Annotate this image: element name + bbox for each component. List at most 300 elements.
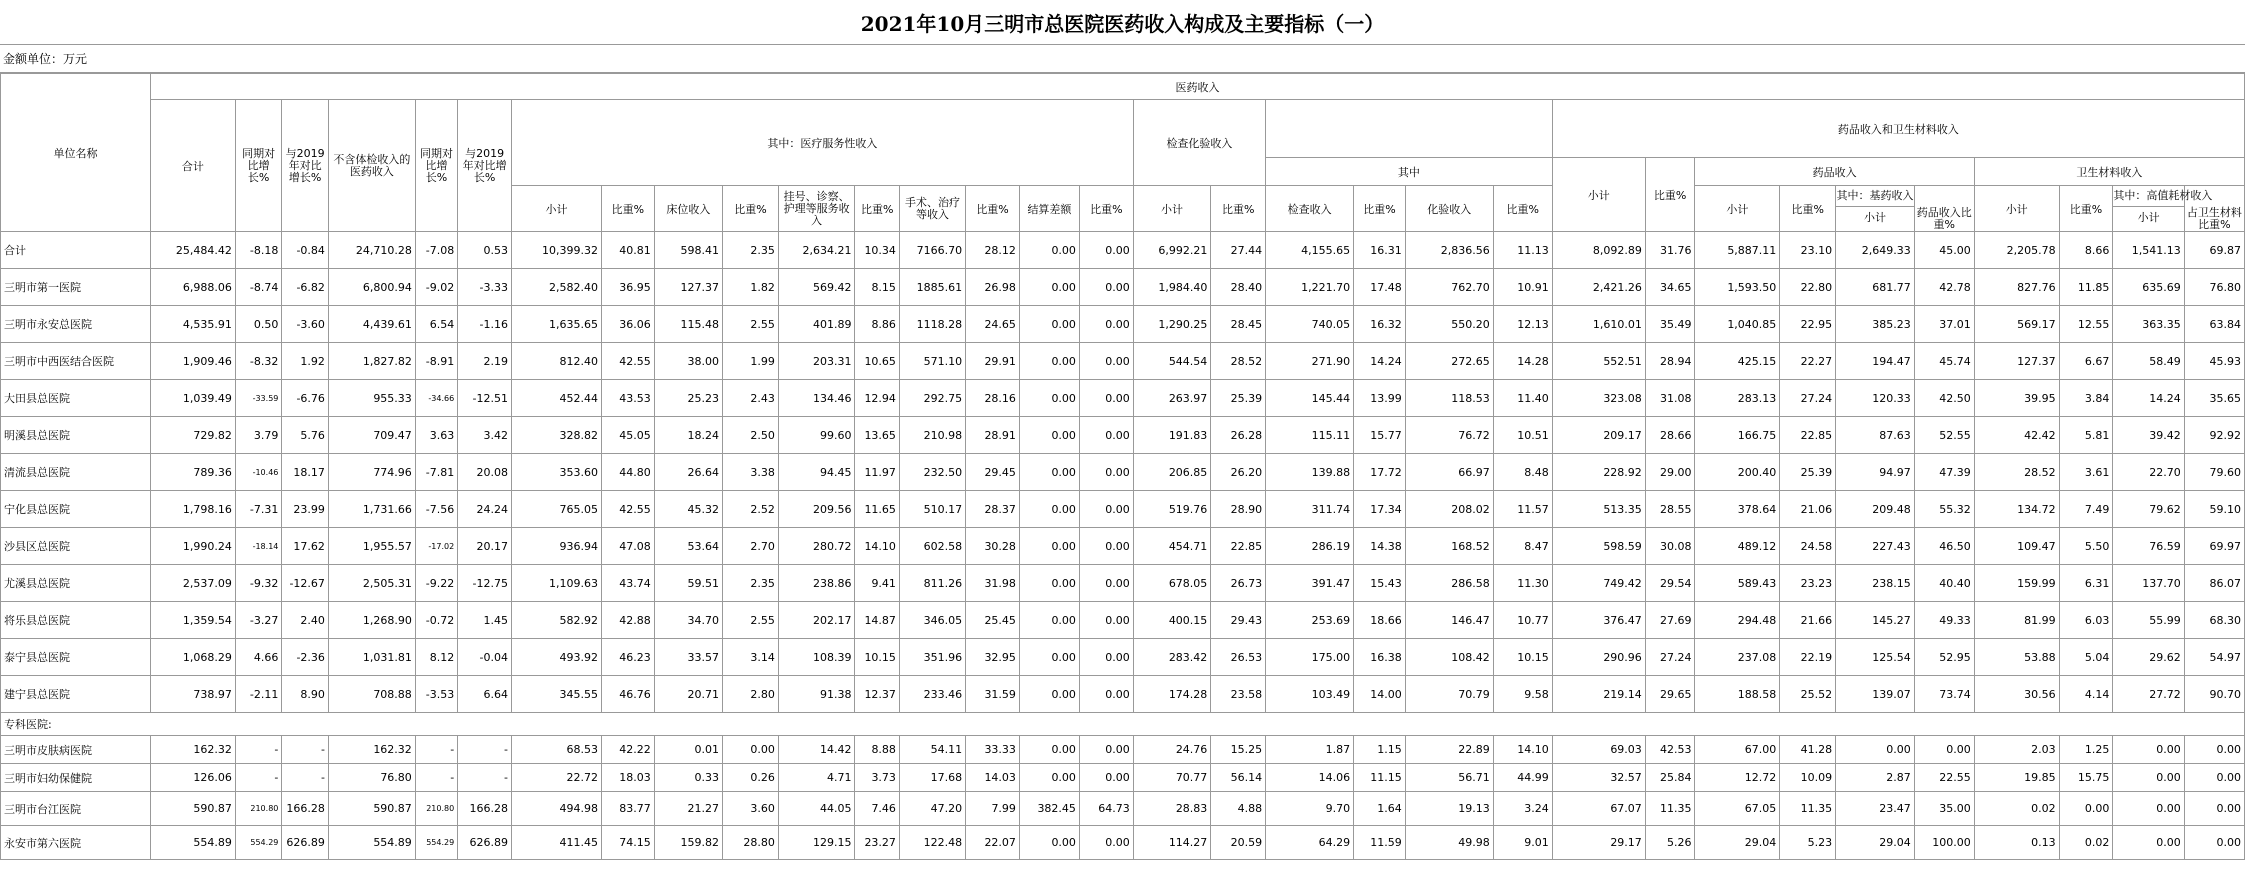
data-cell: - <box>282 736 329 764</box>
data-cell: 571.10 <box>899 343 965 380</box>
data-cell: 188.58 <box>1695 676 1780 713</box>
data-cell: 283.42 <box>1133 639 1211 676</box>
data-cell: 38.00 <box>654 343 722 380</box>
data-cell: 68.30 <box>2184 602 2244 639</box>
data-cell: -18.14 <box>235 528 282 565</box>
data-cell: 74.15 <box>602 826 655 860</box>
data-cell: 49.33 <box>1914 602 1974 639</box>
unit-row <box>0 45 2245 73</box>
section-label: 专科医院: <box>1 713 2245 736</box>
data-cell: 5,887.11 <box>1695 232 1780 269</box>
data-cell: 8.48 <box>1493 454 1552 491</box>
data-cell: 44.80 <box>602 454 655 491</box>
data-cell: 56.71 <box>1405 764 1493 792</box>
data-cell: 16.38 <box>1354 639 1406 676</box>
header-bed-income: 床位收入 <box>654 186 722 232</box>
data-cell: 52.55 <box>1914 417 1974 454</box>
data-cell: 22.85 <box>1780 417 1836 454</box>
data-cell: 14.38 <box>1354 528 1406 565</box>
table-row <box>1 491 2245 528</box>
data-cell: 39.42 <box>2113 417 2184 454</box>
data-cell: 70.77 <box>1133 764 1211 792</box>
data-cell: 12.13 <box>1493 306 1552 343</box>
row-name-cell: 三明市永安总医院 <box>1 306 151 343</box>
header-drug-ratio: 比重% <box>1780 186 1836 232</box>
data-cell: 47.08 <box>602 528 655 565</box>
data-cell: 210.80 <box>235 792 282 826</box>
data-cell: 22.27 <box>1780 343 1836 380</box>
data-cell: 22.70 <box>2113 454 2184 491</box>
data-cell: 45.00 <box>1914 232 1974 269</box>
data-cell: 22.19 <box>1780 639 1836 676</box>
data-cell: 29.54 <box>1645 565 1695 602</box>
data-cell: 2.43 <box>723 380 779 417</box>
income-table <box>0 73 2245 860</box>
data-cell: 64.29 <box>1266 826 1354 860</box>
data-cell: 26.64 <box>654 454 722 491</box>
data-cell: 11.40 <box>1493 380 1552 417</box>
header-check-ratio: 比重% <box>1354 186 1406 232</box>
data-cell: 681.77 <box>1836 269 1915 306</box>
data-cell: 53.64 <box>654 528 722 565</box>
data-cell: 69.03 <box>1552 736 1645 764</box>
data-cell: 1,990.24 <box>151 528 236 565</box>
data-cell: 0.00 <box>1019 639 1079 676</box>
data-cell: 28.52 <box>1211 343 1266 380</box>
data-cell: 29.45 <box>966 454 1020 491</box>
data-cell: 729.82 <box>151 417 236 454</box>
data-cell: 28.55 <box>1645 491 1695 528</box>
data-cell: 10.77 <box>1493 602 1552 639</box>
data-cell: 42.22 <box>602 736 655 764</box>
data-cell: 0.50 <box>235 306 282 343</box>
data-cell: 30.56 <box>1974 676 2059 713</box>
data-cell: 0.00 <box>1079 380 1133 417</box>
data-cell: 73.74 <box>1914 676 1974 713</box>
title-row <box>0 0 2245 45</box>
table-row <box>1 528 2245 565</box>
data-cell: -10.46 <box>235 454 282 491</box>
data-cell: 18.66 <box>1354 602 1406 639</box>
data-cell: 1.99 <box>723 343 779 380</box>
data-cell: 108.42 <box>1405 639 1493 676</box>
data-cell: 166.75 <box>1695 417 1780 454</box>
data-cell: 1,109.63 <box>512 565 602 602</box>
data-cell: 118.53 <box>1405 380 1493 417</box>
row-name-cell: 三明市妇幼保健院 <box>1 764 151 792</box>
data-cell: 346.05 <box>899 602 965 639</box>
data-cell: 382.45 <box>1019 792 1079 826</box>
data-cell: 22.07 <box>966 826 1020 860</box>
data-cell: 0.00 <box>1019 528 1079 565</box>
data-cell: 69.87 <box>2184 232 2244 269</box>
table-row <box>1 232 2245 269</box>
header-vs-2019-growth: 与2019年对比增长% <box>282 100 329 232</box>
data-cell: 126.06 <box>151 764 236 792</box>
data-cell: 1,068.29 <box>151 639 236 676</box>
header-drug-income-ratio-label: 药品收入比重% <box>1916 206 1972 231</box>
data-cell: 2,421.26 <box>1552 269 1645 306</box>
data-cell: 2.35 <box>723 565 779 602</box>
data-cell: 10.15 <box>855 639 899 676</box>
data-cell: 0.00 <box>1079 565 1133 602</box>
data-cell: 376.47 <box>1552 602 1645 639</box>
data-cell: 91.38 <box>778 676 855 713</box>
data-cell: 283.13 <box>1695 380 1780 417</box>
data-cell: 28.94 <box>1645 343 1695 380</box>
data-cell: 29.04 <box>1836 826 1915 860</box>
header-total: 合计 <box>151 100 236 232</box>
data-cell: 1,221.70 <box>1266 269 1354 306</box>
data-cell: 47.39 <box>1914 454 1974 491</box>
data-cell: 20.17 <box>458 528 512 565</box>
data-cell: 8.12 <box>415 639 457 676</box>
data-cell: 29.62 <box>2113 639 2184 676</box>
header-exam-lab-blank <box>1266 100 1553 158</box>
data-cell: 0.00 <box>1019 736 1079 764</box>
data-cell: 936.94 <box>512 528 602 565</box>
data-cell: 552.51 <box>1552 343 1645 380</box>
data-cell: 29.04 <box>1695 826 1780 860</box>
data-cell: 0.00 <box>2113 736 2184 764</box>
data-cell: 2.55 <box>723 306 779 343</box>
row-name-cell: 将乐县总医院 <box>1 602 151 639</box>
data-cell: 590.87 <box>328 792 415 826</box>
data-cell: 191.83 <box>1133 417 1211 454</box>
table-row <box>1 343 2245 380</box>
data-cell: 280.72 <box>778 528 855 565</box>
data-cell: 46.50 <box>1914 528 1974 565</box>
header-lab-ratio: 比重% <box>1493 186 1552 232</box>
data-cell: 411.45 <box>512 826 602 860</box>
data-cell: 0.00 <box>1019 491 1079 528</box>
data-cell: 12.94 <box>855 380 899 417</box>
data-cell: 0.00 <box>1079 232 1133 269</box>
data-cell: 39.95 <box>1974 380 2059 417</box>
data-cell: 452.44 <box>512 380 602 417</box>
data-cell: 109.47 <box>1974 528 2059 565</box>
data-cell: 35.49 <box>1645 306 1695 343</box>
data-cell: 14.00 <box>1354 676 1406 713</box>
data-cell: 22.72 <box>512 764 602 792</box>
data-cell: -6.82 <box>282 269 329 306</box>
data-cell: 17.62 <box>282 528 329 565</box>
data-cell: 765.05 <box>512 491 602 528</box>
data-cell: 41.28 <box>1780 736 1836 764</box>
header-high-value-group <box>2113 186 2213 232</box>
header-surgery-income: 手术、治疗等收入 <box>899 186 965 232</box>
data-cell: -7.81 <box>415 454 457 491</box>
data-cell: 7.49 <box>2059 491 2113 528</box>
data-cell: 45.05 <box>602 417 655 454</box>
data-cell: 19.13 <box>1405 792 1493 826</box>
data-cell: 34.65 <box>1645 269 1695 306</box>
data-cell: -0.04 <box>458 639 512 676</box>
data-cell: 103.49 <box>1266 676 1354 713</box>
data-cell: 37.01 <box>1914 306 1974 343</box>
data-cell: 6.31 <box>2059 565 2113 602</box>
table-row <box>1 736 2245 764</box>
data-cell: 3.38 <box>723 454 779 491</box>
data-cell: 5.26 <box>1645 826 1695 860</box>
data-cell: 738.97 <box>151 676 236 713</box>
data-cell: 1,955.57 <box>328 528 415 565</box>
data-cell: 209.48 <box>1836 491 1915 528</box>
data-cell: 8.90 <box>282 676 329 713</box>
data-cell: 709.47 <box>328 417 415 454</box>
table-row <box>1 417 2245 454</box>
data-cell: 328.82 <box>512 417 602 454</box>
data-cell: 0.00 <box>1079 343 1133 380</box>
data-cell: - <box>458 764 512 792</box>
data-cell: 3.42 <box>458 417 512 454</box>
data-cell: 1,039.49 <box>151 380 236 417</box>
data-cell: 32.95 <box>966 639 1020 676</box>
data-cell: 9.58 <box>1493 676 1552 713</box>
data-cell: 2,836.56 <box>1405 232 1493 269</box>
data-cell: 7.99 <box>966 792 1020 826</box>
data-cell: 5.23 <box>1780 826 1836 860</box>
data-cell: 353.60 <box>512 454 602 491</box>
data-cell: 0.02 <box>1974 792 2059 826</box>
data-cell: 391.47 <box>1266 565 1354 602</box>
data-cell: 54.97 <box>2184 639 2244 676</box>
data-cell: 29.17 <box>1552 826 1645 860</box>
data-cell: 0.00 <box>1019 602 1079 639</box>
data-cell: 17.68 <box>899 764 965 792</box>
data-cell: 238.15 <box>1836 565 1915 602</box>
data-cell: -3.60 <box>282 306 329 343</box>
data-cell: 489.12 <box>1695 528 1780 565</box>
header-settlement-ratio: 比重% <box>1079 186 1133 232</box>
data-cell: 28.66 <box>1645 417 1695 454</box>
data-cell: -34.66 <box>415 380 457 417</box>
row-name-cell: 永安市第六医院 <box>1 826 151 860</box>
data-cell: 2.03 <box>1974 736 2059 764</box>
header-exam-subtotal: 小计 <box>1133 186 1211 232</box>
data-cell: 67.07 <box>1552 792 1645 826</box>
data-cell: 66.97 <box>1405 454 1493 491</box>
data-cell: 2.70 <box>723 528 779 565</box>
data-cell: 1118.28 <box>899 306 965 343</box>
data-cell: -0.72 <box>415 602 457 639</box>
data-cell: 46.76 <box>602 676 655 713</box>
data-cell: 81.99 <box>1974 602 2059 639</box>
data-cell: 1,909.46 <box>151 343 236 380</box>
data-cell: 13.65 <box>855 417 899 454</box>
data-cell: -9.22 <box>415 565 457 602</box>
data-cell: 749.42 <box>1552 565 1645 602</box>
data-cell: 294.48 <box>1695 602 1780 639</box>
data-cell: 134.72 <box>1974 491 2059 528</box>
data-cell: 25.39 <box>1211 380 1266 417</box>
table-row <box>1 764 2245 792</box>
data-cell: 6.54 <box>415 306 457 343</box>
data-cell: 10.09 <box>1780 764 1836 792</box>
header-yoy-growth: 同期对比增长% <box>235 100 282 232</box>
data-cell: 219.14 <box>1552 676 1645 713</box>
data-cell: 45.93 <box>2184 343 2244 380</box>
data-cell: 0.00 <box>2184 736 2244 764</box>
table-row <box>1 306 2245 343</box>
data-cell: 59.10 <box>2184 491 2244 528</box>
data-cell: 203.31 <box>778 343 855 380</box>
data-cell: 0.00 <box>1019 417 1079 454</box>
data-cell: 115.11 <box>1266 417 1354 454</box>
row-name-cell: 三明市台江医院 <box>1 792 151 826</box>
data-cell: 30.08 <box>1645 528 1695 565</box>
data-cell: 569.42 <box>778 269 855 306</box>
data-cell: 42.78 <box>1914 269 1974 306</box>
data-cell: 569.17 <box>1974 306 2059 343</box>
data-cell: 159.99 <box>1974 565 2059 602</box>
data-cell: 11.15 <box>1354 764 1406 792</box>
data-cell: - <box>235 764 282 792</box>
data-cell: 290.96 <box>1552 639 1645 676</box>
data-cell: 40.81 <box>602 232 655 269</box>
data-cell: 6.64 <box>458 676 512 713</box>
data-cell: 86.07 <box>2184 565 2244 602</box>
header-settlement-diff: 结算差额 <box>1019 186 1079 232</box>
header-material-subtotal: 小计 <box>1974 186 2059 232</box>
row-name-cell: 合计 <box>1 232 151 269</box>
data-cell: 1.15 <box>1354 736 1406 764</box>
data-cell: 510.17 <box>899 491 965 528</box>
data-cell: 70.79 <box>1405 676 1493 713</box>
data-cell: 44.05 <box>778 792 855 826</box>
data-cell: 5.81 <box>2059 417 2113 454</box>
data-cell: 28.52 <box>1974 454 2059 491</box>
data-cell: 554.89 <box>151 826 236 860</box>
data-cell: 76.80 <box>2184 269 2244 306</box>
data-cell: 286.58 <box>1405 565 1493 602</box>
data-cell: 5.76 <box>282 417 329 454</box>
data-cell: 11.65 <box>855 491 899 528</box>
data-cell: 4.66 <box>235 639 282 676</box>
data-cell: 194.47 <box>1836 343 1915 380</box>
data-cell: 23.23 <box>1780 565 1836 602</box>
data-cell: 232.50 <box>899 454 965 491</box>
data-cell: 3.61 <box>2059 454 2113 491</box>
data-cell: 589.43 <box>1695 565 1780 602</box>
data-cell: - <box>235 736 282 764</box>
data-cell: 7.46 <box>855 792 899 826</box>
data-cell: 63.84 <box>2184 306 2244 343</box>
data-cell: 0.00 <box>1079 736 1133 764</box>
data-cell: 454.71 <box>1133 528 1211 565</box>
data-cell: -7.56 <box>415 491 457 528</box>
data-cell: 146.47 <box>1405 602 1493 639</box>
data-cell: 2.52 <box>723 491 779 528</box>
data-cell: 10.15 <box>1493 639 1552 676</box>
data-cell: 0.01 <box>654 736 722 764</box>
data-cell: 40.40 <box>1914 565 1974 602</box>
data-cell: 11.30 <box>1493 565 1552 602</box>
data-cell: 494.98 <box>512 792 602 826</box>
data-cell: 762.70 <box>1405 269 1493 306</box>
data-cell: -9.02 <box>415 269 457 306</box>
row-name-cell: 明溪县总医院 <box>1 417 151 454</box>
data-cell: 3.60 <box>723 792 779 826</box>
data-cell: -6.76 <box>282 380 329 417</box>
data-cell: -7.08 <box>415 232 457 269</box>
row-name-cell: 三明市中西医结合医院 <box>1 343 151 380</box>
data-cell: 4.71 <box>778 764 855 792</box>
row-name-cell: 三明市第一医院 <box>1 269 151 306</box>
data-cell: 1,593.50 <box>1695 269 1780 306</box>
data-cell: 237.08 <box>1695 639 1780 676</box>
data-cell: 28.12 <box>966 232 1020 269</box>
data-cell: -7.31 <box>235 491 282 528</box>
data-cell: 3.63 <box>415 417 457 454</box>
data-cell: 10,399.32 <box>512 232 602 269</box>
data-cell: 14.24 <box>2113 380 2184 417</box>
data-cell: 233.46 <box>899 676 965 713</box>
data-cell: 0.00 <box>1019 565 1079 602</box>
data-cell: 272.65 <box>1405 343 1493 380</box>
data-cell: 0.00 <box>1079 764 1133 792</box>
data-cell: 228.92 <box>1552 454 1645 491</box>
data-cell: 10.91 <box>1493 269 1552 306</box>
data-cell: 24.65 <box>966 306 1020 343</box>
data-cell: 120.33 <box>1836 380 1915 417</box>
data-cell: 210.80 <box>415 792 457 826</box>
data-cell: 678.05 <box>1133 565 1211 602</box>
data-cell: 23.99 <box>282 491 329 528</box>
data-cell: 1,290.25 <box>1133 306 1211 343</box>
data-cell: 4.88 <box>1211 792 1266 826</box>
data-cell: 166.28 <box>458 792 512 826</box>
data-cell: 271.90 <box>1266 343 1354 380</box>
data-cell: 206.85 <box>1133 454 1211 491</box>
data-cell: 1885.61 <box>899 269 965 306</box>
data-cell: 22.55 <box>1914 764 1974 792</box>
data-cell: 125.54 <box>1836 639 1915 676</box>
data-cell: 812.40 <box>512 343 602 380</box>
data-cell: 2.80 <box>723 676 779 713</box>
data-cell: 0.00 <box>1079 306 1133 343</box>
data-cell: 3.79 <box>235 417 282 454</box>
data-cell: 8.86 <box>855 306 899 343</box>
data-cell: 44.99 <box>1493 764 1552 792</box>
data-cell: 554.29 <box>415 826 457 860</box>
data-cell: 14.42 <box>778 736 855 764</box>
data-cell: 17.48 <box>1354 269 1406 306</box>
data-cell: 0.00 <box>1019 676 1079 713</box>
data-cell: 0.00 <box>1079 676 1133 713</box>
header-drug-subtotal: 小计 <box>1695 186 1780 232</box>
data-cell: 42.55 <box>602 343 655 380</box>
data-cell: 34.70 <box>654 602 722 639</box>
header-exam-ratio: 比重% <box>1211 186 1266 232</box>
data-cell: 6,992.21 <box>1133 232 1211 269</box>
data-cell: 18.17 <box>282 454 329 491</box>
data-cell: -2.36 <box>282 639 329 676</box>
data-cell: 21.06 <box>1780 491 1836 528</box>
data-cell: 145.27 <box>1836 602 1915 639</box>
data-cell: 0.00 <box>1079 639 1133 676</box>
data-cell: 1,798.16 <box>151 491 236 528</box>
header-high-subtotal: 小计 <box>2137 211 2160 224</box>
data-cell: 4,155.65 <box>1266 232 1354 269</box>
data-cell: 83.77 <box>602 792 655 826</box>
data-cell: 11.35 <box>1780 792 1836 826</box>
data-cell: 115.48 <box>654 306 722 343</box>
data-cell: -3.53 <box>415 676 457 713</box>
data-cell: 139.88 <box>1266 454 1354 491</box>
data-cell: 27.72 <box>2113 676 2184 713</box>
data-cell: 28.16 <box>966 380 1020 417</box>
